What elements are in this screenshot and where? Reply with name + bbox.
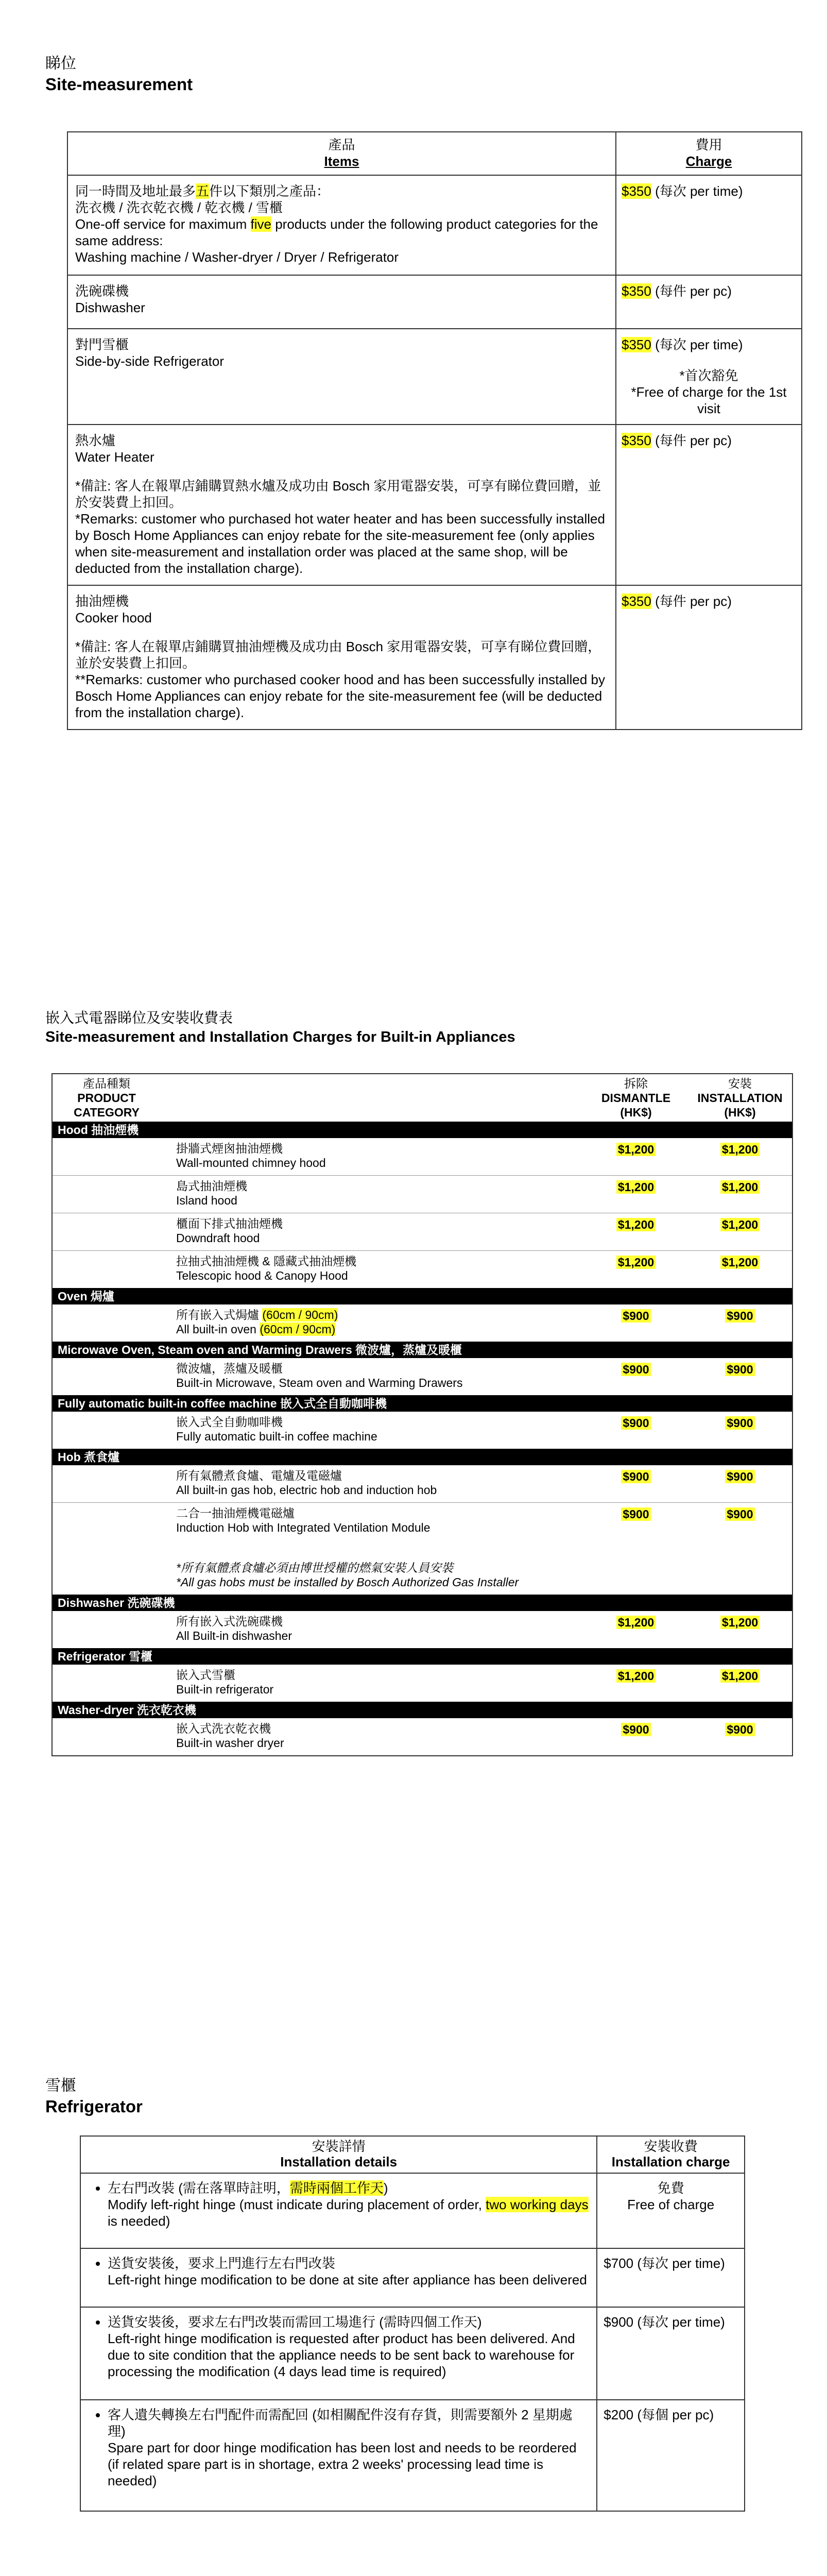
dismantle-price [584,1304,688,1342]
list-item [108,2180,590,2229]
product-zh-text: 櫃面下排式抽油煙機 [176,1217,283,1230]
product-en-text: Built-in refrigerator [176,1683,274,1696]
price-note: (每件 per pc) [651,283,732,299]
table-row [80,2400,745,2511]
item-zh: 洗碗碟機 [75,283,129,299]
header-charge-en: Charge [685,154,732,169]
item-en: Water Heater [75,449,154,465]
detail-zh: 左右門改裝 (需在落單時註明， [108,2180,290,2196]
category-row [53,1449,792,1465]
product-zh [176,1141,584,1156]
header-dismantle-en: DISMANTLE [601,1091,671,1105]
installation-price [688,1251,792,1289]
category-label: Hob 煮食爐 [53,1449,792,1465]
product-en-text: All built-in gas hob, electric hob and induction hob [176,1483,437,1497]
note-en: *All gas hobs must be installed by Bosch Authorized Gas Installer [176,1575,519,1589]
price-value: $900 [621,1309,650,1323]
item-en: Cooker hood [75,610,152,625]
price-value: $900 [725,1416,754,1430]
header-details-en: Installation details [280,2154,398,2170]
detail-en: Spare part for door hinge modification has been lost and needs to be reordered (if related spare part is in shortage, extra 2 weeks' processing lead time is needed) [108,2440,577,2488]
installation-price [688,1213,792,1251]
detail-en: Left-right hinge modification is requested after product has been delivered. And due to site condition that the appliance needs to be sent back to warehouse for processing the modification (4 days lead time is required) [108,2331,575,2379]
product-en [176,1429,584,1444]
product-zh [176,1254,584,1268]
header-details-zh: 安裝詳情 [312,2139,366,2154]
product-zh-highlight: (60cm / 90cm) [262,1308,338,1321]
item-cell [67,585,616,730]
header-charge-zh: 費用 [695,137,722,152]
product-zh [176,1668,584,1682]
product-en-text: All Built-in dishwasher [176,1629,292,1642]
product-en [176,1736,584,1750]
table-header-row [67,132,802,175]
remark-en: **Remarks: customer who purchased cooker hood and has been successfully installed by Bosch Home Appliances can enjoy rebate for the site-measurement fee (will be deducted from the installation charge). [75,672,605,720]
details-cell [80,2248,597,2307]
price-value: $1,200 [616,1616,656,1629]
table-row [53,1503,792,1595]
price-value: $900 [621,1416,650,1430]
remark-en: *Remarks: customer who purchased hot water heater and has been successfully installed by Bosch Home Appliances can enjoy rebate for the site-measurement fee (only applies when site-measurement and installation order was placed at the same shop, will be deducted from the installation charge). [75,511,605,576]
price-value: $900 [725,1363,754,1376]
price: $350 [622,283,651,299]
product-en [176,1156,584,1170]
header-installation-en: INSTALLATION [697,1091,783,1105]
product-zh [176,1308,584,1322]
product-cell [53,1503,584,1595]
price-value: $1,200 [616,1180,656,1194]
installation-price [688,1304,792,1342]
header-category [53,1074,584,1122]
product-en-text: Island hood [176,1194,237,1207]
product-en [176,1322,584,1336]
header-charge [616,132,802,175]
header-items-zh: 產品 [328,137,355,152]
product-cell [53,1358,584,1395]
price-value: $900 [725,1470,754,1483]
price-value: $1,200 [720,1180,760,1194]
category-row [53,1288,792,1304]
product-cell [53,1665,584,1702]
table-header-row [80,2136,745,2173]
free-note-zh: *首次豁免 [679,368,738,383]
detail-en: Left-right hinge modification to be done at site after appliance has been delivered [108,2272,587,2287]
product-en [176,1231,584,1245]
product-cell [53,1304,584,1342]
item-en [75,216,608,249]
header-details [80,2136,597,2173]
item-cell [67,175,616,275]
table-row [80,2248,745,2307]
table-header-row [53,1074,792,1122]
dismantle-price [584,1412,688,1449]
header-category-en-2: CATEGORY [74,1106,140,1119]
dismantle-price [584,1665,688,1702]
details-cell [80,2307,597,2400]
product-zh [176,1468,584,1483]
product-zh [176,1361,584,1376]
product-en-highlight: (60cm / 90cm) [260,1323,336,1336]
product-en-text: Built-in Microwave, Steam oven and Warming Drawers [176,1376,463,1389]
price: $350 [622,433,651,448]
table-row [67,275,802,329]
item-en-highlight: five [250,216,271,232]
category-row [53,1122,792,1138]
item-en-part: One-off service for maximum [75,216,251,232]
note-zh: *所有氣體煮食爐必須由博世授權的燃氣安裝人員安裝 [176,1561,453,1574]
item-en: Side-by-side Refrigerator [75,353,225,369]
product-en-text: Telescopic hood & Canopy Hood [176,1269,348,1282]
product-zh [176,1216,584,1231]
table-row [53,1465,792,1503]
section-builtin-title [45,1009,515,1047]
details-cell [80,2173,597,2248]
dismantle-price [584,1213,688,1251]
builtin-charges-table [51,1073,793,1756]
installation-price [688,1503,792,1595]
price: $350 [622,337,651,352]
product-cell [53,1251,584,1289]
category-label: Hood 抽油煙機 [53,1122,792,1138]
product-cell [53,1138,584,1176]
item-zh [75,183,608,199]
dismantle-price [584,1251,688,1289]
price-value: $900 [621,1723,650,1736]
category-label: Washer-dryer 洗衣乾衣機 [53,1702,792,1718]
item-zh-part: 同一時間及地址最多 [75,183,196,199]
section-site-measurement-title [45,54,193,95]
detail-zh-highlight: 需時兩個工作天 [289,2180,384,2196]
dismantle-price [584,1176,688,1213]
charge-cell [597,2173,745,2248]
header-items [67,132,616,175]
table-row [80,2173,745,2248]
price-note: (每件 per pc) [651,594,732,609]
item-zh: 抽油煙機 [75,594,129,609]
product-en [176,1483,584,1497]
product-cell [53,1412,584,1449]
product-zh [176,1721,584,1736]
section-refrigerator-title [45,2076,143,2117]
product-en [176,1268,584,1283]
price-value: $900 [621,1470,650,1483]
product-zh-text: 嵌入式雪櫃 [176,1668,235,1682]
product-cell [53,1611,584,1648]
category-row [53,1342,792,1358]
header-dismantle-unit: (HK$) [620,1106,652,1119]
price-value: $900 [725,1507,754,1521]
product-en [176,1520,584,1535]
product-en [176,1193,584,1208]
product-en-text: Built-in washer dryer [176,1736,284,1750]
header-installation-zh: 安裝 [728,1077,752,1090]
charge-en: Free of charge [627,2197,715,2212]
installation-price [688,1138,792,1176]
price-value: $900 [725,1309,754,1323]
free-note-en: *Free of charge for the 1st visit [631,384,787,416]
category-row [53,1702,792,1718]
price-value: $1,200 [720,1143,760,1156]
product-en-text: Wall-mounted chimney hood [176,1156,326,1170]
table-row [53,1251,792,1289]
list-item [108,2406,590,2489]
title-zh: 雪櫃 [45,2077,76,2094]
dismantle-price [584,1358,688,1395]
details-cell [80,2400,597,2511]
header-dismantle [584,1074,688,1122]
list-item [108,2255,590,2288]
category-label: Refrigerator 雪櫃 [53,1648,792,1665]
header-charge-en: Installation charge [611,2154,730,2170]
item-en: Dishwasher [75,300,145,315]
charge-zh: 免費 [657,2180,684,2196]
installation-price [688,1611,792,1648]
list-item [108,2314,590,2380]
price-value: $1,200 [616,1256,656,1269]
header-dismantle-zh: 拆除 [624,1077,648,1090]
dismantle-price [584,1611,688,1648]
product-zh-text: 嵌入式全自動咖啡機 [176,1415,283,1429]
charge-cell [616,329,802,425]
table-row [67,425,802,585]
site-measurement-table [67,131,802,730]
price-value: $1,200 [720,1669,760,1683]
category-label: Microwave Oven, Steam oven and Warming Drawers 微波爐，蒸爐及暖櫃 [53,1342,792,1358]
item-zh: 對門雪櫃 [75,337,129,352]
installation-price [688,1358,792,1395]
category-label: Oven 焗爐 [53,1288,792,1304]
charge-cell [616,585,802,730]
category-row [53,1595,792,1611]
header-items-en: Items [324,154,359,169]
category-label: Fully automatic built-in coffee machine 嵌入式全自動咖啡機 [53,1395,792,1412]
header-charge-zh: 安裝收費 [644,2139,698,2154]
detail-zh: • 客人遺失轉換左右門配件而需配回 (如相關配件沒有存貨，則需要額外 2 星期處理) [108,2407,573,2439]
price-note: (每件 per pc) [651,433,732,448]
item-en-part: products under the following product categories for the same address: [75,216,598,248]
product-en-text: Downdraft hood [176,1231,260,1245]
table-row [53,1412,792,1449]
detail-zh: • 送貨安裝後，要求上門進行左右門改裝 [108,2256,336,2271]
price-value: $1,200 [720,1256,760,1269]
refrigerator-table [80,2136,745,2512]
product-zh-text: 微波爐，蒸爐及暖櫃 [176,1362,283,1375]
item-zh: 熱水爐 [75,433,116,448]
table-row [53,1358,792,1395]
product-zh-text: 所有氣體煮食爐、電爐及電磁爐 [176,1469,342,1482]
charge-cell: $900 (每次 per time) [597,2307,745,2400]
header-category-zh: 產品種類 [83,1077,130,1090]
installation-price [688,1718,792,1755]
table-row [53,1213,792,1251]
item-en-2: Washing machine / Washer-dryer / Dryer / Refrigerator [75,249,399,265]
installation-price [688,1176,792,1213]
header-category-en: PRODUCT [77,1091,136,1105]
product-en-text: Induction Hob with Integrated Ventilation Module [176,1521,430,1534]
charge-cell: $700 (每次 per time) [597,2248,745,2307]
dismantle-price [584,1465,688,1503]
item-cell [67,275,616,329]
table-row [67,175,802,275]
price-value: $1,200 [616,1143,656,1156]
charge-cell [616,425,802,585]
product-en-text: All built-in oven [176,1323,260,1336]
dismantle-price [584,1138,688,1176]
title-zh: 嵌入式電器睇位及安裝收費表 [45,1010,233,1026]
product-en [176,1682,584,1697]
product-zh-text: 二合一抽油煙機電磁爐 [176,1506,295,1520]
title-en: Site-measurement [45,75,193,94]
product-en-text: Fully automatic built-in coffee machine [176,1430,377,1443]
item-zh-2: 洗衣機 / 洗衣乾衣機 / 乾衣機 / 雪櫃 [75,200,283,215]
table-row [53,1718,792,1755]
header-installation [688,1074,792,1122]
installation-price [688,1412,792,1449]
product-en [176,1376,584,1390]
price-value: $900 [621,1363,650,1376]
remark-zh: *備註: 客人在報單店鋪購買抽油煙機及成功由 Bosch 家用電器安裝，可享有睇位費回贈，並於安裝費上扣回。 [75,639,601,671]
price-note: (每次 per time) [651,337,743,352]
product-cell [53,1718,584,1755]
header-charge [597,2136,745,2173]
dismantle-price [584,1718,688,1755]
charge-cell [616,175,802,275]
charge-cell: $200 (每個 per pc) [597,2400,745,2511]
item-cell [67,425,616,585]
price: $350 [622,183,651,199]
product-cell [53,1213,584,1251]
product-zh [176,1614,584,1629]
price-value: $1,200 [720,1616,760,1629]
detail-en-highlight: two working days [486,2197,589,2212]
price-value: $1,200 [616,1218,656,1231]
price-note: (每次 per time) [651,183,743,199]
charge-cell [616,275,802,329]
detail-en: Modify left-right hinge (must indicate during placement of order, [108,2197,486,2212]
product-cell [53,1176,584,1213]
category-label: Dishwasher 洗碗碟機 [53,1595,792,1611]
title-en: Refrigerator [45,2097,143,2116]
installation-price [688,1465,792,1503]
table-row [53,1611,792,1648]
item-zh-part: 件以下類別之產品： [209,183,330,199]
title-en: Site-measurement and Installation Charges for Built-in Appliances [45,1029,515,1045]
price-value: $1,200 [720,1218,760,1231]
category-row [53,1395,792,1412]
product-zh-text: 所有嵌入式洗碗碟機 [176,1615,283,1628]
item-zh-highlight: 五 [196,183,210,199]
table-row [53,1176,792,1213]
table-row [53,1665,792,1702]
remark-zh: *備註: 客人在報單店鋪購買熱水爐及成功由 Bosch 家用電器安裝，可享有睇位費回贈，並於安裝費上扣回。 [75,478,601,510]
product-zh-text: 島式抽油煙機 [176,1179,247,1193]
price-value: $900 [621,1507,650,1521]
product-zh-text: 掛牆式煙囪抽油煙機 [176,1142,283,1155]
product-en [176,1629,584,1643]
item-cell [67,329,616,425]
dismantle-price [584,1503,688,1595]
product-zh [176,1179,584,1193]
product-zh-text: 拉抽式抽油煙機 & 隱藏式抽油煙機 [176,1255,357,1268]
detail-zh: • 送貨安裝後，要求左右門改裝而需回工場進行 (需時四個工作天) [108,2314,482,2330]
detail-zh: ) [383,2180,388,2196]
title-zh: 睇位 [45,55,76,72]
table-row [53,1138,792,1176]
product-cell [53,1465,584,1503]
header-installation-unit: (HK$) [724,1106,756,1119]
price-value: $1,200 [616,1669,656,1683]
price: $350 [622,594,651,609]
product-zh [176,1415,584,1429]
detail-en: is needed) [108,2213,170,2229]
installation-price [688,1665,792,1702]
product-zh-text: 嵌入式洗衣乾衣機 [176,1722,271,1735]
table-row [53,1304,792,1342]
product-zh-text: 所有嵌入式焗爐 [176,1308,263,1321]
price-value: $900 [725,1723,754,1736]
category-row [53,1648,792,1665]
table-row [67,585,802,730]
product-zh [176,1506,584,1520]
table-row [80,2307,745,2400]
table-row [67,329,802,425]
